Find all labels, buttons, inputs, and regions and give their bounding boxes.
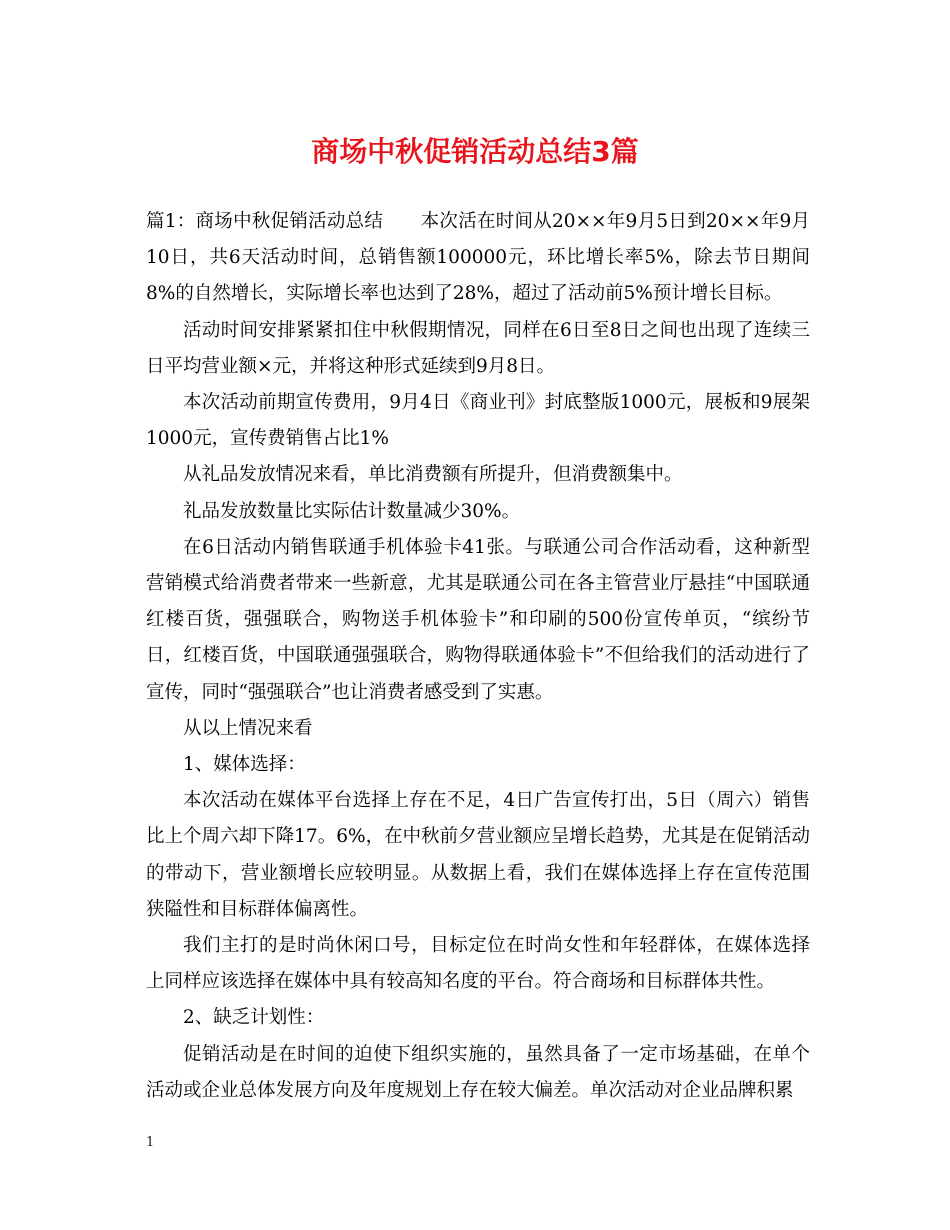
paragraph-2: 活动时间安排紧紧扣住中秋假期情况，同样在6日至8日之间也出现了连续三日平均营业额×元，并将这种形式延续到9月8日。 [146,319,810,377]
paragraph-9: 本次活动在媒体平台选择上存在不足，4日广告宣传打出，5日（周六）销售比上个周六却下降17。6%，在中秋前夕营业额应呈增长趋势，尤其是在促销活动的带动下，营业额增长应较明显。从数据上看，我们在媒体选择上存在宣传范围狭隘性和目标群体偏离性。 [146,790,810,920]
section-heading-media: 1、媒体选择： [183,754,306,776]
paragraph-3: 本次活动前期宣传费用，9月4日《商业刊》封底整版1000元，展板和9展架1000元，宣传费销售占比1% [146,392,810,450]
paragraph-1: 篇1：商场中秋促销活动总结 本次活在时间从20××年9月5日到20××年9月10日，共6天活动时间，总销售额100000元，环比增长率5%，除去节日期间8%的自然增长，实际增长率也达到了28%，超过了活动前5%预计增长目标。 [146,211,810,305]
document-body [146,204,810,1109]
paragraph-4: 从礼品发放情况来看，单比消费额有所提升，但消费额集中。 [183,464,683,486]
document-title: 商场中秋促销活动总结3篇 [311,135,639,168]
paragraph-7: 从以上情况来看 [183,717,313,739]
paragraph-12: 促销活动是在时间的迫使下组织实施的，虽然具备了一定市场基础，在单个活动或企业总体发展方向及年度规划上存在较大偏差。单次活动对企业品牌积累 [146,1043,810,1101]
page-number: 1 [146,1135,155,1150]
paragraph-6: 在6日活动内销售联通手机体验卡41张。与联通公司合作活动看，这种新型营销模式给消费者带来一些新意，尤其是联通公司在各主管营业厅悬挂“中国联通红楼百货，强强联合，购物送手机体验卡”和印刷的500份宣传单页，“缤纷节日，红楼百货，中国联通强强联合，购物得联通体验卡”不但给我们的活动进行了宣传，同时“强强联合”也让消费者感受到了实惠。 [146,536,810,703]
section-heading-planning: 2、缺乏计划性： [183,1007,325,1029]
paragraph-5: 礼品发放数量比实际估计数量减少30%。 [183,500,521,522]
paragraph-10: 我们主打的是时尚休闲口号，目标定位在时尚女性和年轻群体，在媒体选择上同样应该选择在媒体中具有较高知名度的平台。符合商场和目标群体共性。 [146,935,810,993]
